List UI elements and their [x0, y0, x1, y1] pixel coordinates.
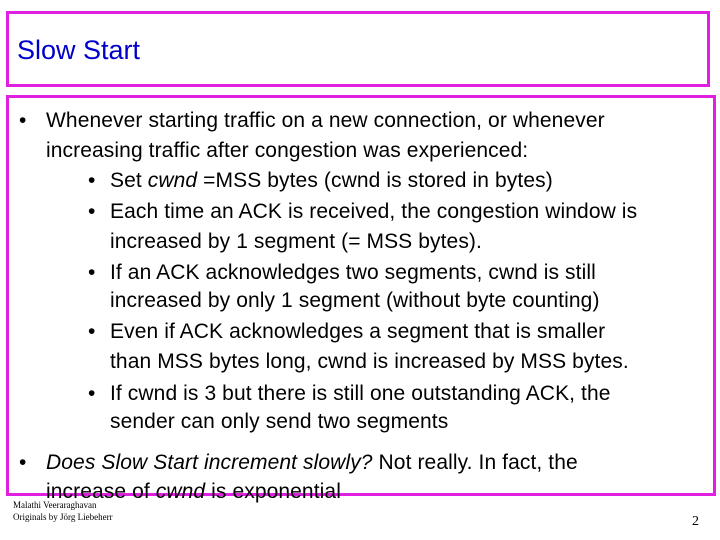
sub-bullet-5-line-2: sender can only send two segments — [110, 410, 449, 433]
sub-bullet-1-italic: cwnd — [147, 169, 198, 192]
bullet-1-line-2: increasing traffic after congestion was experienced: — [46, 139, 529, 162]
sub-bullet-marker: • — [88, 169, 96, 192]
footer-author: Malathi Veeraraghavan — [13, 500, 97, 510]
bullet-2-line-1 — [46, 449, 578, 476]
sub-bullet-2-line-2: increased by 1 segment (= MSS bytes). — [110, 230, 482, 253]
sub-bullet-3-line-1: If an ACK acknowledges two segments, cwnd is still — [110, 261, 596, 284]
sub-bullet-1-pre: Set — [110, 169, 148, 192]
footer-credit: Originals by Jörg Liebeherr — [13, 512, 113, 522]
bullet-2-italic: Does Slow Start increment slowly? — [46, 451, 373, 474]
sub-bullet-4-line-1: Even if ACK acknowledges a segment that is smaller — [110, 320, 606, 343]
bullet-1-line-1: Whenever starting traffic on a new connection, or whenever — [46, 109, 605, 132]
sub-bullet-3-line-2: increased by only 1 segment (without byte counting) — [110, 289, 600, 312]
bullet-2-line-2-italic: cwnd — [155, 480, 206, 503]
bullet-2-line-2-post: is exponential — [205, 480, 341, 503]
page-number: 2 — [692, 514, 699, 529]
sub-bullet-1-post: =MSS bytes (cwnd is stored in bytes) — [197, 169, 553, 192]
sub-bullet-5-line-1: If cwnd is 3 but there is still one outstanding ACK, the — [110, 382, 611, 405]
bullet-marker: • — [19, 451, 27, 474]
title-box — [6, 11, 710, 87]
sub-bullet-marker: • — [88, 200, 96, 223]
bullet-2-line-2-pre: increase of — [46, 480, 156, 503]
sub-bullet-marker: • — [88, 382, 96, 405]
sub-bullet-1 — [110, 167, 553, 194]
bullet-2-post: Not really. In fact, the — [372, 451, 578, 474]
bullet-marker: • — [19, 109, 27, 132]
sub-bullet-2-line-1: Each time an ACK is received, the congestion window is — [110, 200, 638, 223]
slide-title: Slow Start — [17, 35, 141, 65]
sub-bullet-marker: • — [88, 261, 96, 284]
sub-bullet-marker: • — [88, 320, 96, 343]
sub-bullet-4-line-2: than MSS bytes long, cwnd is increased by MSS bytes. — [110, 350, 629, 373]
